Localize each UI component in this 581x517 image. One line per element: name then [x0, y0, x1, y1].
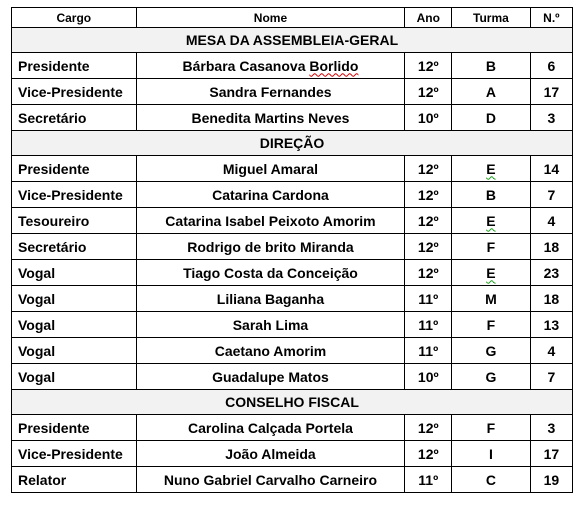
cell-cargo: Relator — [12, 467, 137, 493]
table-row — [12, 415, 573, 441]
cell-turma: G — [452, 364, 531, 390]
cell-num: 14 — [530, 156, 572, 182]
cell-num: 17 — [530, 441, 572, 467]
cell-ano: 11º — [405, 467, 452, 493]
cell-num: 7 — [530, 182, 572, 208]
table-row — [12, 364, 573, 390]
cell-ano: 12º — [405, 234, 452, 260]
table-row — [12, 260, 573, 286]
cell-turma: C — [452, 467, 531, 493]
table-row — [12, 53, 573, 79]
cell-turma: B — [452, 182, 531, 208]
cell-num: 7 — [530, 364, 572, 390]
cell-nome: Liliana Baganha — [136, 286, 405, 312]
table-row — [12, 182, 573, 208]
cell-nome: Catarina Cardona — [136, 182, 405, 208]
cell-turma: G — [452, 338, 531, 364]
cell-nome: Tiago Costa da Conceição — [136, 260, 405, 286]
table-row — [12, 441, 573, 467]
table-row — [12, 312, 573, 338]
cell-cargo: Vice-Presidente — [12, 79, 137, 105]
cell-cargo: Presidente — [12, 53, 137, 79]
cell-ano: 12º — [405, 182, 452, 208]
cell-num: 3 — [530, 415, 572, 441]
cell-num: 19 — [530, 467, 572, 493]
cell-nome — [136, 53, 405, 79]
cell-ano: 10º — [405, 364, 452, 390]
cell-turma: M — [452, 286, 531, 312]
cell-nome: Guadalupe Matos — [136, 364, 405, 390]
cell-turma — [452, 260, 531, 286]
header-turma: Turma — [452, 8, 531, 28]
header-row — [12, 8, 573, 28]
cell-num: 13 — [530, 312, 572, 338]
cell-turma: I — [452, 441, 531, 467]
cell-num: 3 — [530, 105, 572, 131]
section-title: DIREÇÃO — [12, 131, 573, 156]
cell-nome: Rodrigo de brito Miranda — [136, 234, 405, 260]
cell-turma: F — [452, 234, 531, 260]
table-row — [12, 467, 573, 493]
cell-turma-flagged: E — [486, 212, 496, 229]
cell-nome: Miguel Amaral — [136, 156, 405, 182]
cell-cargo: Vogal — [12, 286, 137, 312]
section-title: MESA DA ASSEMBLEIA-GERAL — [12, 28, 573, 53]
header-ano: Ano — [405, 8, 452, 28]
section-heading-row — [12, 390, 573, 415]
cell-cargo: Tesoureiro — [12, 208, 137, 234]
header-num: N.º — [530, 8, 572, 28]
cell-nome: João Almeida — [136, 441, 405, 467]
section-title: CONSELHO FISCAL — [12, 390, 573, 415]
cell-ano: 12º — [405, 415, 452, 441]
cell-ano: 12º — [405, 156, 452, 182]
cell-ano: 12º — [405, 79, 452, 105]
cell-ano: 10º — [405, 105, 452, 131]
cell-nome: Sandra Fernandes — [136, 79, 405, 105]
cell-turma-flagged: E — [486, 264, 496, 281]
cell-turma: D — [452, 105, 531, 131]
table-row — [12, 79, 573, 105]
cell-nome: Benedita Martins Neves — [136, 105, 405, 131]
section-heading-row — [12, 28, 573, 53]
cell-num: 18 — [530, 286, 572, 312]
cell-nome: Carolina Calçada Portela — [136, 415, 405, 441]
table-row — [12, 286, 573, 312]
cell-cargo: Vogal — [12, 312, 137, 338]
table-row — [12, 156, 573, 182]
cell-nome-part: Bárbara Casanova — [182, 57, 310, 74]
cell-num: 18 — [530, 234, 572, 260]
section-heading-row — [12, 131, 573, 156]
table-row — [12, 234, 573, 260]
cell-cargo: Vogal — [12, 260, 137, 286]
table-row — [12, 105, 573, 131]
cell-turma-flagged: E — [486, 160, 496, 177]
cell-num: 17 — [530, 79, 572, 105]
cell-cargo: Presidente — [12, 156, 137, 182]
cell-turma: F — [452, 312, 531, 338]
cell-cargo: Vice-Presidente — [12, 441, 137, 467]
table-row — [12, 338, 573, 364]
cell-ano: 11º — [405, 338, 452, 364]
cell-cargo: Vice-Presidente — [12, 182, 137, 208]
cell-num: 4 — [530, 338, 572, 364]
table-row — [12, 208, 573, 234]
cell-turma: B — [452, 53, 531, 79]
cell-cargo: Secretário — [12, 234, 137, 260]
cell-ano: 12º — [405, 53, 452, 79]
header-nome: Nome — [136, 8, 405, 28]
cell-turma — [452, 156, 531, 182]
cell-ano: 12º — [405, 260, 452, 286]
cell-turma: F — [452, 415, 531, 441]
cell-num: 23 — [530, 260, 572, 286]
cell-num: 6 — [530, 53, 572, 79]
cell-cargo: Secretário — [12, 105, 137, 131]
cell-nome: Caetano Amorim — [136, 338, 405, 364]
cell-nome-flagged-word: Borlido — [309, 57, 359, 74]
cell-turma: A — [452, 79, 531, 105]
cell-ano: 12º — [405, 441, 452, 467]
cell-cargo: Vogal — [12, 364, 137, 390]
cell-ano: 11º — [405, 312, 452, 338]
cell-nome: Catarina Isabel Peixoto Amorim — [136, 208, 405, 234]
cell-ano: 12º — [405, 208, 452, 234]
cell-cargo: Vogal — [12, 338, 137, 364]
cell-nome: Sarah Lima — [136, 312, 405, 338]
cell-ano: 11º — [405, 286, 452, 312]
cell-nome: Nuno Gabriel Carvalho Carneiro — [136, 467, 405, 493]
header-cargo: Cargo — [12, 8, 137, 28]
cell-turma — [452, 208, 531, 234]
roster-table — [11, 7, 573, 493]
cell-num: 4 — [530, 208, 572, 234]
cell-cargo: Presidente — [12, 415, 137, 441]
